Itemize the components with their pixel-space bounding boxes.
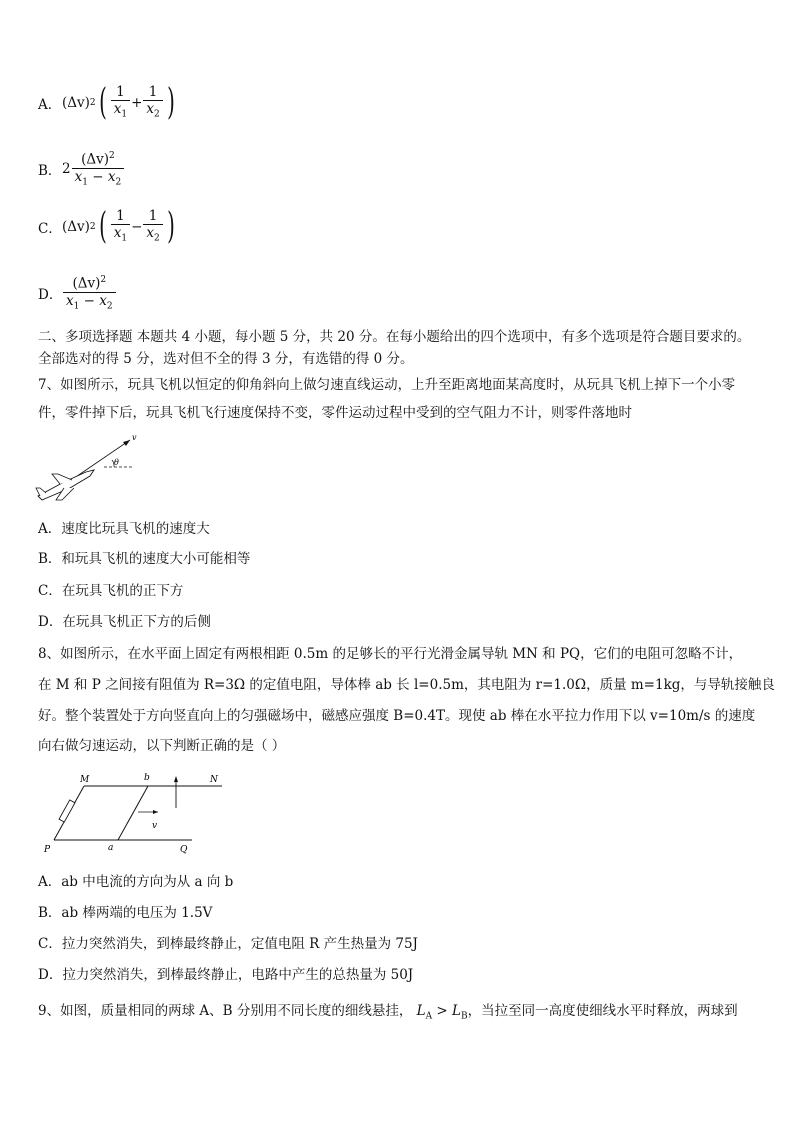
fraction: $\frac{(\Delta v)^2}{x_1 - x_2}$ — [72, 148, 125, 190]
q8-rail-figure — [40, 768, 230, 860]
q8-option-b[interactable]: B．ab 棒两端的电压为 1.5V — [38, 905, 213, 921]
fraction: $\frac{(\Delta v)^2}{x_1 - x_2}$ — [63, 272, 116, 314]
resistor — [59, 800, 75, 822]
fraction-1-over-x2: $\frac{1}{x_2}$ — [143, 84, 162, 123]
q6-option-a[interactable] — [38, 84, 178, 123]
label-m: M — [80, 775, 90, 785]
option-label: A． — [38, 97, 62, 114]
fraction-1-over-x2: $\frac{1}{x_2}$ — [143, 208, 162, 247]
field-arrowhead — [174, 776, 178, 782]
q9-stem-line-1: 9、如图，质量相同的两球 A、B 分别用不同长度的细线悬挂， $L_A > L_B$，当拉至同一高度使细线水平时释放，两球到 — [38, 1003, 738, 1022]
q7-option-a[interactable]: A．速度比玩具飞机的速度大 — [38, 521, 210, 537]
q8-stem-line-2: 在 M 和 P 之间接有阻值为 R=3Ω 的定值电阻，导体棒 ab 长 l=0.5m，其电阻为 r=1.0Ω，质量 m=1kg，与导轨接触良 — [38, 677, 775, 693]
fraction-1-over-x1: $\frac{1}{x_1}$ — [111, 208, 130, 247]
coefficient: 2 — [62, 161, 71, 178]
q8-option-c[interactable]: C．拉力突然消失，到棒最终静止，定值电阻 R 产生热量为 75J — [38, 936, 418, 952]
label-b: b — [144, 773, 150, 783]
left-paren: ( — [98, 82, 107, 124]
exponent: 2 — [89, 222, 96, 233]
arrowhead — [123, 440, 130, 446]
right-paren: ) — [166, 206, 175, 248]
arrowhead — [153, 810, 158, 814]
length-a: L — [416, 1003, 426, 1019]
q7-plane-figure — [34, 430, 144, 508]
q7-stem-line-1: 7、如图所示，玩具飞机以恒定的仰角斜向上做匀速直线运动，上升至距离地面某高度时，从玩具飞机上掉下一个小零 — [38, 377, 736, 393]
q7-stem-line-2: 件，零件掉下后，玩具飞机飞行速度保持不变，零件运动过程中受到的空气阻力不计，则零件落地时 — [38, 405, 632, 421]
velocity-label: v — [132, 433, 137, 442]
option-label: C． — [38, 221, 62, 238]
exponent: 2 — [89, 98, 96, 109]
delta-v: (Δv) — [62, 219, 90, 236]
label-v: v — [152, 821, 158, 831]
delta-v: (Δv) — [62, 95, 90, 112]
q6-option-d[interactable] — [38, 272, 117, 314]
option-label: D． — [38, 287, 63, 304]
q8-stem-line-3: 好。整个装置处于方向竖直向上的匀强磁场中，磁感应强度 B=0.4T。现使 ab 棒在水平拉力作用下以 v=10m/s 的速度 — [38, 708, 756, 724]
q6-option-c[interactable] — [38, 208, 178, 247]
right-paren: ) — [166, 82, 175, 124]
length-b: L — [452, 1003, 461, 1019]
q7-option-d[interactable]: D．在玩具飞机正下方的后侧 — [38, 614, 211, 630]
rod-ab — [118, 786, 148, 840]
theta-label: θ — [114, 458, 119, 467]
section-2-heading-line-1: 二、多项选择题 本题共 4 小题，每小题 5 分，共 20 分。在每小题给出的四个选项中，有多个选项是符合题目要求的。 — [38, 329, 751, 345]
label-q: Q — [180, 845, 188, 855]
left-paren: ( — [98, 206, 107, 248]
section-2-heading-line-2: 全部选对的得 5 分，选对但不全的得 3 分，有选错的得 0 分。 — [38, 351, 414, 367]
operator: + — [131, 95, 143, 112]
label-p: P — [44, 845, 51, 855]
q8-option-d[interactable]: D．拉力突然消失，到棒最终静止，电路中产生的总热量为 50J — [38, 967, 414, 983]
q6-option-b[interactable] — [38, 148, 125, 190]
q8-stem-line-1: 8、如图所示，在水平面上固定有两根相距 0.5m 的足够长的平行光滑金属导轨 MN 和 PQ，它们的电阻可忽略不计， — [38, 646, 743, 662]
option-label: B． — [38, 163, 62, 180]
label-a: a — [108, 843, 114, 853]
q8-stem-line-4: 向右做匀速运动，以下判断正确的是（ ） — [38, 738, 286, 754]
q8-option-a[interactable]: A．ab 中电流的方向为从 a 向 b — [38, 874, 234, 890]
fraction-1-over-x1: $\frac{1}{x_1}$ — [111, 84, 130, 123]
q7-option-b[interactable]: B．和玩具飞机的速度大小可能相等 — [38, 551, 251, 567]
q7-option-c[interactable]: C．在玩具飞机的正下方 — [38, 583, 184, 599]
label-n: N — [210, 775, 218, 785]
operator: − — [131, 219, 143, 236]
